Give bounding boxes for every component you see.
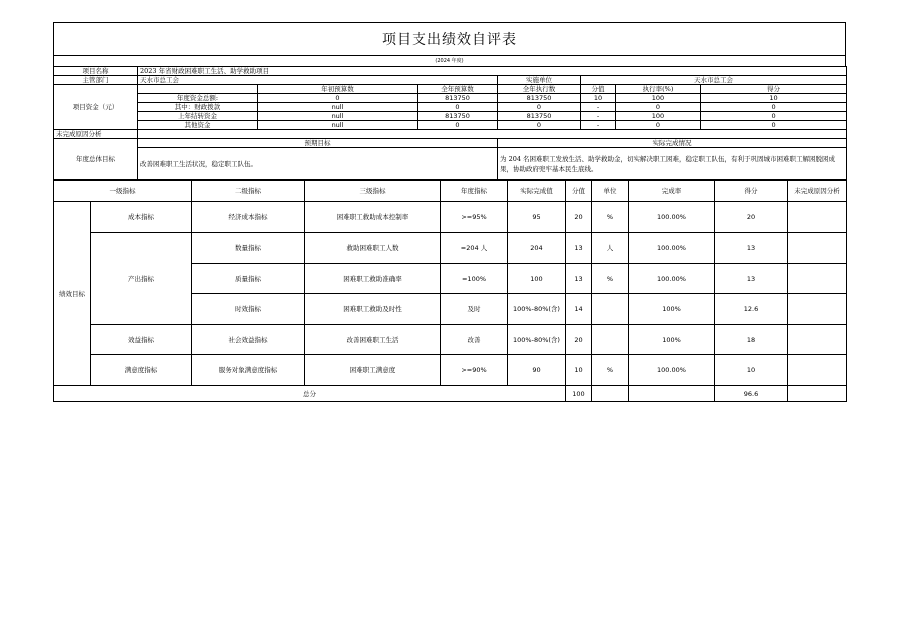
- l3-indicator: 改善困难职工生活: [305, 325, 441, 355]
- funds-header: 全年执行数: [498, 85, 581, 94]
- actual-result: 为 204 名困难职工发放生活、助学救助金，切实解决职工困难，稳定职工队伍，有利于巩固城市困难职工解困脱困成果，协助政府兜牢基本民生底线。: [498, 148, 847, 180]
- l3-indicator: 困难职工救助及时性: [305, 294, 441, 325]
- total-rate: [629, 386, 715, 402]
- score: 10: [715, 355, 788, 386]
- performance-table: [53, 180, 847, 402]
- funds-budget: null: [258, 121, 418, 130]
- table-row: [54, 233, 847, 264]
- perf-label: 绩效目标: [54, 202, 91, 386]
- funds-exec: 813750: [498, 112, 581, 121]
- goal-label: 年度总体目标: [54, 139, 138, 180]
- perf-header: 实际完成值: [508, 181, 566, 202]
- score: 18: [715, 325, 788, 355]
- completion-rate: 100.00%: [629, 233, 715, 264]
- perf-header: 得分: [715, 181, 788, 202]
- score-value: 13: [566, 264, 592, 294]
- funds-budget: 0: [258, 94, 418, 103]
- funds-header: 执行率(%): [616, 85, 701, 94]
- funds-header: 年初预算数: [258, 85, 418, 94]
- l2-indicator: 时效指标: [192, 294, 305, 325]
- l2-indicator: 质量指标: [192, 264, 305, 294]
- funds-annual: 0: [418, 103, 498, 112]
- reason: [788, 355, 847, 386]
- completion-rate: 100.00%: [629, 202, 715, 233]
- completion-rate: 100.00%: [629, 355, 715, 386]
- dept-value: 天水市总工会: [138, 76, 498, 85]
- perf-header: 一级指标: [54, 181, 192, 202]
- project-info-table: [53, 66, 847, 180]
- funds-rate: 0: [616, 103, 701, 112]
- funds-row-label: 其他资金: [138, 121, 258, 130]
- score: 20: [715, 202, 788, 233]
- funds-header: 全年预算数: [418, 85, 498, 94]
- funds-score: 0: [701, 112, 847, 121]
- actual-header: 实际完成情况: [498, 139, 847, 148]
- total-reason: [788, 386, 847, 402]
- table-row: [54, 355, 847, 386]
- annual-target: >=95%: [441, 202, 508, 233]
- evaluation-sheet: [53, 22, 846, 402]
- actual-value: 90: [508, 355, 566, 386]
- reason: [788, 325, 847, 355]
- total-score: 96.6: [715, 386, 788, 402]
- perf-header: 年度指标: [441, 181, 508, 202]
- l1-indicator: 产出指标: [91, 233, 192, 325]
- funds-label: 项目资金（元）: [54, 85, 138, 130]
- funds-score-val: 10: [581, 94, 616, 103]
- funds-score-val: -: [581, 112, 616, 121]
- actual-value: 100: [508, 264, 566, 294]
- l1-indicator: 效益指标: [91, 325, 192, 355]
- funds-score-val: -: [581, 121, 616, 130]
- l2-indicator: 社会效益指标: [192, 325, 305, 355]
- l3-indicator: 困难职工救助准确率: [305, 264, 441, 294]
- annual-target: =204 人: [441, 233, 508, 264]
- l1-indicator: 成本指标: [91, 202, 192, 233]
- expected-goal-header: 预期目标: [138, 139, 498, 148]
- funds-annual: 813750: [418, 112, 498, 121]
- funds-budget: null: [258, 112, 418, 121]
- perf-header: 分值: [566, 181, 592, 202]
- perf-header: 单位: [592, 181, 629, 202]
- l3-indicator: 困难职工满意度: [305, 355, 441, 386]
- funds-score-val: -: [581, 103, 616, 112]
- reason: [788, 233, 847, 264]
- impl-unit-value: 天水市总工会: [581, 76, 847, 85]
- reason: [788, 294, 847, 325]
- completion-rate: 100.00%: [629, 264, 715, 294]
- reason: [788, 202, 847, 233]
- total-row: [54, 386, 847, 402]
- unfinished-label: 未完成原因分析: [54, 130, 138, 139]
- unit: 人: [592, 233, 629, 264]
- funds-header-blank: [138, 85, 258, 94]
- unit: %: [592, 264, 629, 294]
- year-label: (2024 年度): [53, 55, 846, 66]
- perf-header: 二级指标: [192, 181, 305, 202]
- project-name-label: 项目名称: [54, 67, 138, 76]
- l2-indicator: 数量指标: [192, 233, 305, 264]
- reason: [788, 264, 847, 294]
- l3-indicator: 救助困难职工人数: [305, 233, 441, 264]
- funds-row-label: 其中：财政拨款: [138, 103, 258, 112]
- l2-indicator: 经济成本指标: [192, 202, 305, 233]
- l3-indicator: 困难职工救助成本控制率: [305, 202, 441, 233]
- funds-annual: 813750: [418, 94, 498, 103]
- unit: %: [592, 202, 629, 233]
- total-label: 总分: [54, 386, 566, 402]
- score-value: 14: [566, 294, 592, 325]
- actual-value: 95: [508, 202, 566, 233]
- project-name: 2023 年省财政困难职工生活、助学救助项目: [138, 67, 847, 76]
- annual-target: 改善: [441, 325, 508, 355]
- table-row: [54, 202, 847, 233]
- l2-indicator: 服务对象满意度指标: [192, 355, 305, 386]
- funds-exec: 0: [498, 103, 581, 112]
- funds-exec: 813750: [498, 94, 581, 103]
- funds-rate: 0: [616, 121, 701, 130]
- unfinished-value: [138, 130, 847, 139]
- perf-header: 完成率: [629, 181, 715, 202]
- score-value: 10: [566, 355, 592, 386]
- unit: [592, 325, 629, 355]
- total-unit: [592, 386, 629, 402]
- funds-rate: 100: [616, 112, 701, 121]
- annual-target: 及时: [441, 294, 508, 325]
- page-title: 项目支出绩效自评表: [53, 22, 846, 55]
- funds-row-label: 上年结转资金: [138, 112, 258, 121]
- funds-score: 0: [701, 121, 847, 130]
- l1-indicator: 满意度指标: [91, 355, 192, 386]
- unit: [592, 294, 629, 325]
- score-value: 20: [566, 202, 592, 233]
- total-score-value: 100: [566, 386, 592, 402]
- table-row: [54, 325, 847, 355]
- funds-rate: 100: [616, 94, 701, 103]
- annual-target: =100%: [441, 264, 508, 294]
- funds-header: 分值: [581, 85, 616, 94]
- score-value: 13: [566, 233, 592, 264]
- perf-header: 三级指标: [305, 181, 441, 202]
- dept-label: 主管部门: [54, 76, 138, 85]
- funds-exec: 0: [498, 121, 581, 130]
- funds-budget: null: [258, 103, 418, 112]
- perf-header: 未完成原因分析: [788, 181, 847, 202]
- actual-value: 100%-80%(含): [508, 294, 566, 325]
- score: 13: [715, 264, 788, 294]
- completion-rate: 100%: [629, 325, 715, 355]
- funds-score: 10: [701, 94, 847, 103]
- unit: %: [592, 355, 629, 386]
- annual-target: >=90%: [441, 355, 508, 386]
- actual-value: 100%-80%(含): [508, 325, 566, 355]
- score-value: 20: [566, 325, 592, 355]
- expected-goal: 改善困难职工生活状况，稳定职工队伍。: [138, 148, 498, 180]
- funds-score: 0: [701, 103, 847, 112]
- score: 13: [715, 233, 788, 264]
- funds-row-label: 年度资金总额:: [138, 94, 258, 103]
- funds-annual: 0: [418, 121, 498, 130]
- completion-rate: 100%: [629, 294, 715, 325]
- funds-header: 得分: [701, 85, 847, 94]
- impl-unit-label: 实施单位: [498, 76, 581, 85]
- score: 12.6: [715, 294, 788, 325]
- actual-value: 204: [508, 233, 566, 264]
